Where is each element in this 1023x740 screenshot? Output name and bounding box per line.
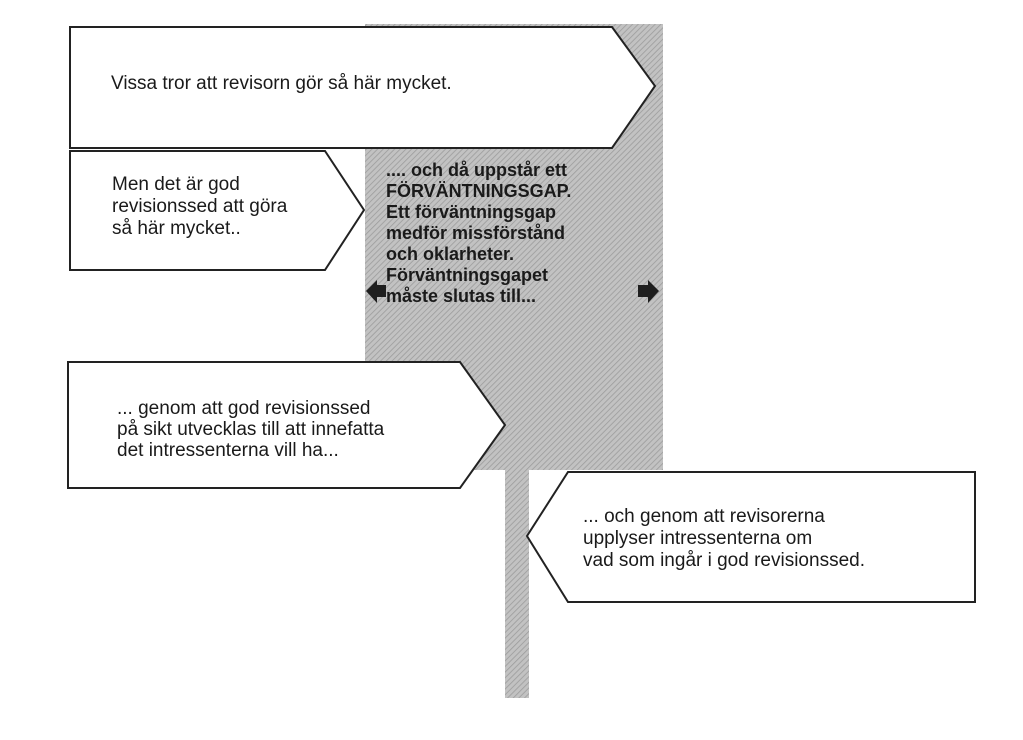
gap-text-line-4: medför missförstånd: [386, 223, 566, 243]
box-mid-line-2: revisionssed att göra: [112, 196, 288, 217]
box-left-bottom-line-3: det intressenterna vill ha...: [117, 440, 339, 461]
gap-text-line-6: Förväntningsgapet: [386, 265, 549, 285]
box-left-bottom-line-2: på sikt utvecklas till att innefatta: [117, 419, 385, 440]
gap-text-line-7: måste slutas till...: [386, 286, 537, 306]
box-right-bottom-line-2: upplyser intressenterna om: [583, 528, 813, 549]
box-mid-line-3: så här mycket..: [112, 218, 241, 239]
box-left-bottom-line-1: ... genom att god revisionssed: [117, 398, 371, 419]
gap-text-line-1: .... och då uppstår ett: [386, 160, 568, 180]
box-right-bottom-line-3: vad som ingår i god revisionssed.: [583, 550, 865, 571]
gap-text-line-2: FÖRVÄNTNINGSGAP.: [386, 181, 572, 201]
box-mid-line-1: Men det är god: [112, 174, 240, 195]
shaded-band-stem: [505, 470, 529, 698]
gap-text-line-5: och oklarheter.: [386, 244, 515, 264]
box-top-text: Vissa tror att revisorn gör så här mycket.: [111, 73, 452, 94]
gap-text-line-3: Ett förväntningsgap: [386, 202, 556, 222]
box-right-bottom-line-1: ... och genom att revisorerna: [583, 506, 825, 527]
